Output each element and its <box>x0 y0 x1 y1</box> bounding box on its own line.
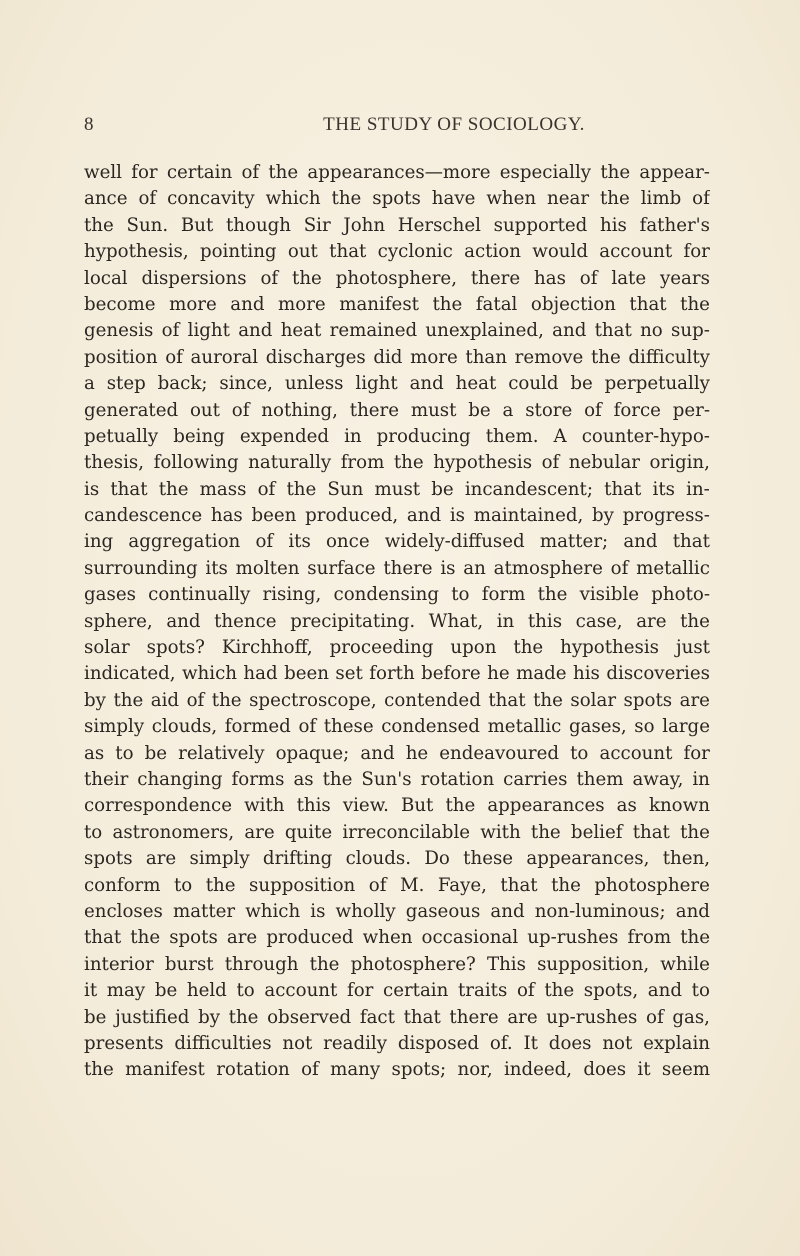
text-line: by the aid of the spectroscope, contended that the solar spots are <box>84 689 710 711</box>
text-line: well for certain of the appearances—more especially the appear- <box>84 162 710 183</box>
text-line: position of auroral discharges did more than remove the difficulty <box>84 346 710 368</box>
text-line: to astronomers, are quite irreconcilable with the belief that the <box>84 821 710 843</box>
text-line: correspondence with this view. But the appearances as known <box>84 795 710 817</box>
text-line: thesis, following naturally from the hypothesis of nebular origin, <box>84 452 710 474</box>
text-line: interior burst through the photosphere? This supposition, while <box>84 953 710 975</box>
text-line: be justified by the observed fact that there are up-rushes of gas, <box>84 1006 710 1028</box>
text-line: presents difficulties not readily disposed of. It does not explain <box>84 1032 710 1054</box>
text-line: candescence has been produced, and is maintained, by progress- <box>84 505 710 527</box>
text-line: ance of concavity which the spots have when near the limb of <box>84 188 710 210</box>
text-line: is that the mass of the Sun must be incandescent; that its in- <box>84 478 710 500</box>
page-header <box>84 114 714 140</box>
text-line: encloses matter which is wholly gaseous and non-luminous; and <box>84 900 710 922</box>
text-line: conform to the supposition of M. Faye, that the photosphere <box>84 874 710 896</box>
text-line: local dispersions of the photosphere, there has of late years <box>84 267 710 289</box>
text-line: as to be relatively opaque; and he endeavoured to account for <box>84 742 710 764</box>
text-line: that the spots are produced when occasional up-rushes from the <box>84 927 710 949</box>
text-line: hypothesis, pointing out that cyclonic action would account for <box>84 241 710 263</box>
text-line: indicated, which had been set forth before he made his discoveries <box>84 663 710 685</box>
text-line: petually being expended in producing them. A counter-hypo- <box>84 425 710 447</box>
body-paragraph <box>84 160 710 1084</box>
running-head: THE STUDY OF SOCIOLOGY. <box>323 114 585 135</box>
text-line: a step back; since, unless light and heat could be perpetually <box>84 373 710 395</box>
text-line: spots are simply drifting clouds. Do these appearances, then, <box>84 848 710 870</box>
text-line: simply clouds, formed of these condensed metallic gases, so large <box>84 716 710 738</box>
text-line: genesis of light and heat remained unexplained, and that no sup- <box>84 320 710 342</box>
text-line: sphere, and thence precipitating. What, in this case, are the <box>84 610 710 632</box>
text-line: solar spots? Kirchhoff, proceeding upon the hypothesis just <box>84 637 710 659</box>
page-number: 8 <box>84 114 94 135</box>
text-line: the Sun. But though Sir John Herschel supported his father's <box>84 214 710 236</box>
text-line: ing aggregation of its once widely-diffused matter; and that <box>84 531 710 553</box>
text-line: surrounding its molten surface there is an atmosphere of metallic <box>84 557 710 579</box>
text-line: their changing forms as the Sun's rotation carries them away, in <box>84 768 710 790</box>
text-line: gases continually rising, condensing to form the visible photo- <box>84 584 710 606</box>
text-line: become more and more manifest the fatal objection that the <box>84 293 710 315</box>
text-line: generated out of nothing, there must be a store of force per- <box>84 399 710 421</box>
text-line: it may be held to account for certain traits of the spots, and to <box>84 980 710 1002</box>
text-line: the manifest rotation of many spots; nor, indeed, does it seem <box>84 1059 710 1081</box>
